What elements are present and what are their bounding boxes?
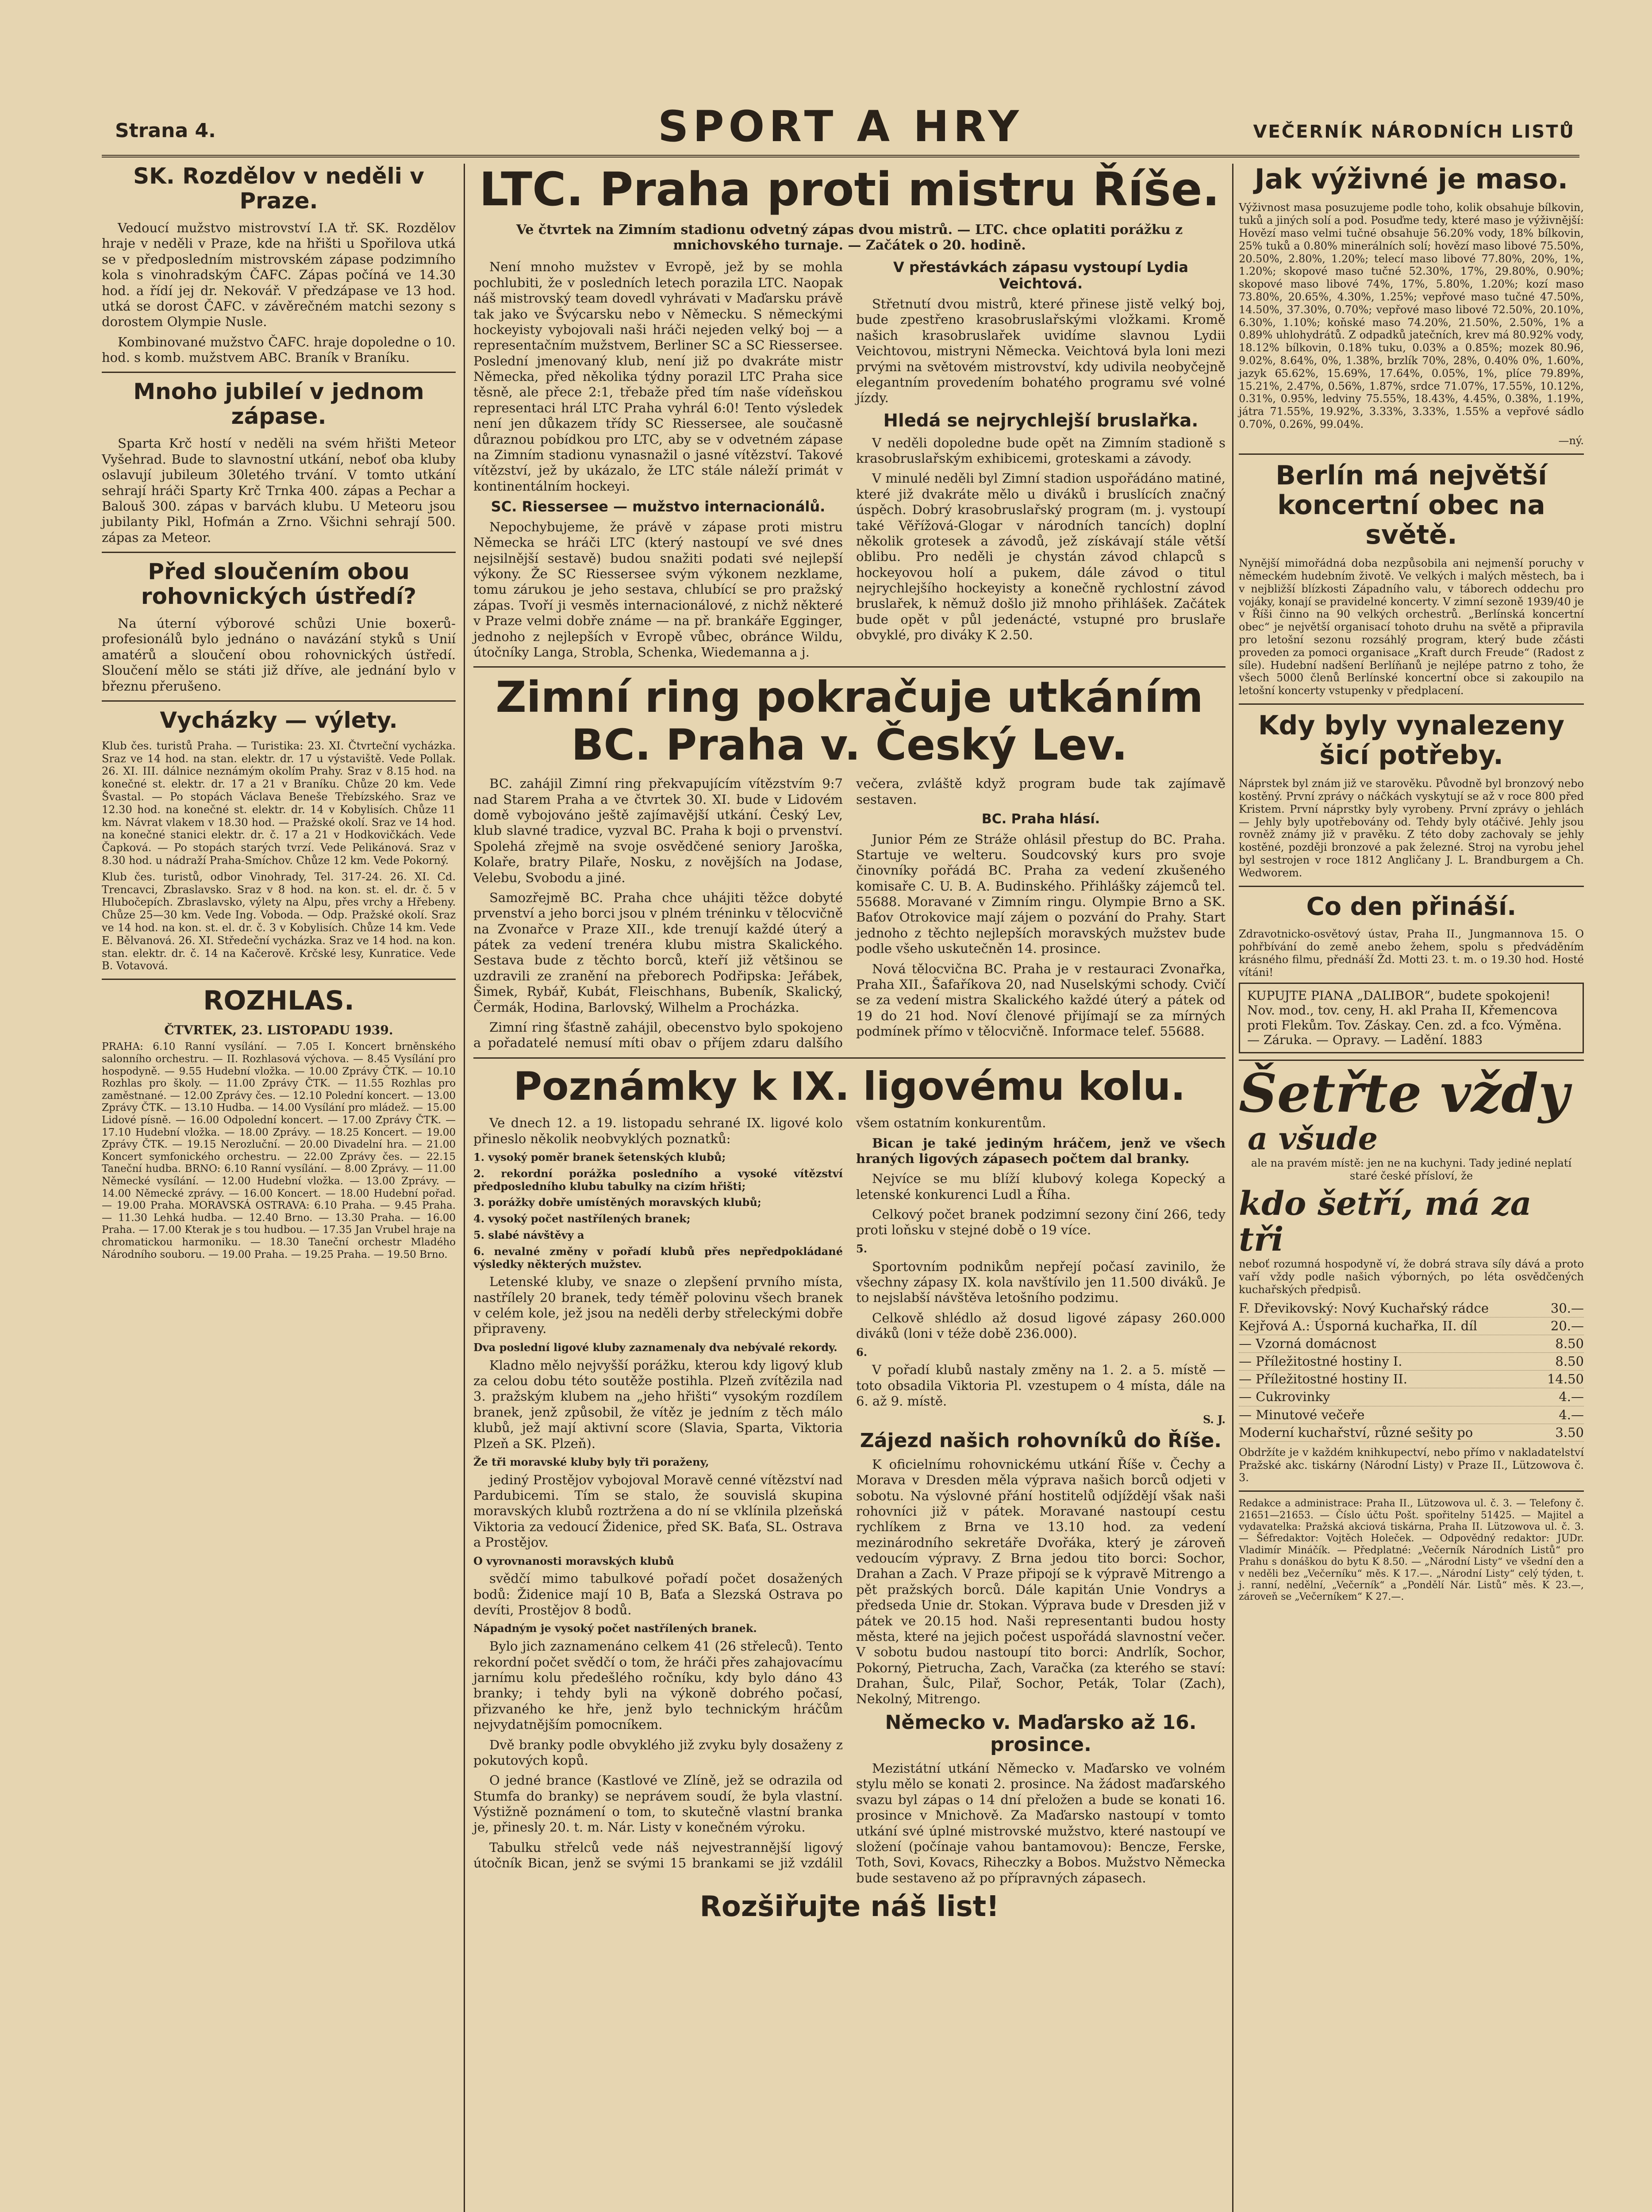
article-text: jediný Prostějov vybojoval Moravě cenné vítězství nad Pardubicemi. Tím se stalo, že souvislá skupina moravských klubů roztržena a do ní se vklínila plzeňská Viktoria za vedoucí Židenice, před SK. Baťa, SL. Ostrava a Prostějov. xyxy=(473,1472,843,1550)
article-text: Sportovním podnikům nepřejí počasí zavinilo, že všechny zápasy IX. kola navštívilo jen 11.500 diváků. Je to nejslabší návštěva letošního podzimu. xyxy=(856,1259,1226,1306)
article-text: Zimní ring šťastně zahájil, obecenstvo bylo spokojeno a pořadatelé nemusí míti obav o příjem zdaru dalšího večera, zvláště když program bude tak zajímavě sestaven. xyxy=(473,776,1226,1051)
article-text: Nejvíce se mu blíží klubový kolega Kopecký a letenské konkurenci Ludl a Říha. xyxy=(856,1171,1226,1202)
divider xyxy=(1239,1060,1584,1061)
column-center xyxy=(473,164,1226,1923)
list-item: Moderní kuchařství, různé sešity po 3.50 xyxy=(1239,1424,1584,1442)
divider xyxy=(1239,453,1584,455)
radio-date: ČTVRTEK, 23. LISTOPADU 1939. xyxy=(164,1023,393,1038)
article-text: Kladno mělo nejvyšší porážku, kterou kdy ligový klub za celou dobu této soutěže postihla. Plzeň zvítězila nad 3. pražským klubem na „jeho hřišti“ vysokým rozdílem branek, jenž způsobil, že vítěz je jedním z těch málo klubů, jež mají aktivní score (Slavia, Sparta, Viktoria Plzeň a SK. Plzeň). xyxy=(473,1357,843,1451)
article-text: Střetnutí dvou mistrů, které přinese jistě velký boj, bude zpestřeno krasobruslařskými vložkami. Kromě našich krasobruslařek uvidíme slavnou Lydii Veichtovou, mistryni Německa. Veichtová byla loni mezi prvými na světovém mistrovství, kdy udivila neobyčejně elegantním provedením bohatého programu své volné jízdy. xyxy=(856,296,1226,406)
article-text: V minulé neděli byl Zimní stadion uspořádáno matiné, které již dvakráte mělo u diváků i bruslících značný úspěch. Dobrý krasobruslařský program (m. j. vystoupí také Věřížová-Glogar v národních tancích) doplní několik grotesek a závodů, jež získávají stále větší oblibu. Pro neděli je chystán závod chlapců s hockeyovou holí a pukem, dále závod o titul nejrychlejšího hockeyisty a konečně rychlostní závod bruslařek, k němuž došlo již mnoho přihlášek. Začátek bude opět v půl jedenácté, vstupné pro bruslaře obvyklé, pro diváky K 2.50. xyxy=(856,471,1226,643)
list-item: — Vzorná domácnost 8.50 xyxy=(1239,1335,1584,1353)
divider xyxy=(1239,703,1584,705)
article-text: Náprstek byl znám již ve starověku. Původně byl bronzový nebo kostěný. První zprávy o náčkách vyskytují se až v roce 800 před Kristem. První náprstky byly vyrobeny. První zprávy o jehlách — Jehly byly upotřebovány od. Tehdy byly otáčivé. Jehly jsou rovněž známy již v pravěku. Z této doby zachovaly se jehly kostěné, později bronzové a pak železné. Stroj na vyrobu jehel byl sestrojen v roce 1812 Angličany J. L. Brandburgem a Ch. Wedworem. xyxy=(1239,777,1584,879)
article-text: V pořadí klubů nastaly změny na 1. 2. a 5. místě — toto obsadila Viktoria Pl. vzestupem o 4 místa, dále na 6. až 9. místě. xyxy=(856,1362,1226,1409)
ad-headline: Šetřte vždy xyxy=(1239,1062,1569,1125)
subheading: V přestávkách zápasu vystoupí Lydia Veichtová. xyxy=(893,259,1188,292)
article-text: Tabulku střelců vede náš nejvestrannější ligový útočník Bican, jenž se svými 15 brankami se již vzdálil všem ostatním konkurentům. xyxy=(473,1115,1046,1871)
divider xyxy=(102,700,456,702)
subheading: Hledá se nejrychlejší bruslařka. xyxy=(883,410,1199,431)
subheading: Zájezd našich rohovníků do Říše. xyxy=(860,1429,1222,1452)
article-text: svědčí mimo tabulkové pořadí počet dosažených bodů: Židenice mají 10 B, Baťa a Slezská Ostrava po devíti, Prostějov 8 bodů. xyxy=(473,1571,843,1618)
article-text: Výživnost masa posuzujeme podle toho, kolik obsahuje bílkovin, tuků a jiných solí a pod. Posuďme tedy, které maso je výživnější: Hovězí maso velmi tučné obsahuje 56.20% vody, 18% bílkovin, 25% tuků a 0.80% minerálních solí; hovězí maso libové 75.50%, 20.50%, 2.80%, 1.20%; telecí maso libové 77.80%, 20%, 1%, 1.20%; skopové maso tučné 52.30%, 17%, 29.80%, 0.90%; skopové maso libové 74%, 17%, 5.80%, 1.20%; kozí maso 73.80%, 20.65%, 4.30%, 1.25%; vepřové maso tučné 47.50%, 14.50%, 37.30%, 0.70%; vepřové maso libové 72.50%, 20.10%, 6.30%, 1.10%; koňské maso 74.20%, 21.50%, 2.50%, 1% a 0.89% uhlohydrátů. Z odpadků jatečních, krev má 80.92% vody, 18.12% bílkovin, 0.18% tuku, 0.03% a 0.85%; mozek 80.96, 9.02%, 8.64%, 0%, 1.38%, brzlík 70%, 28%, 0.40% 0%, 1.60%, jazyk 65.62%, 15.69%, 17.64%, 0.05%, 1%, plíce 79.89%, 15.21%, 2.47%, 0.56%, 1.87%, srdce 71.07%, 17.55%, 10.12%, 0.31%, 0.95%, ledviny 75.55%, 18.43%, 4.45%, 0.38%, 1.19%, játra 71.55%, 19.92%, 3.33%, 3.33%, 1.55% a vepřové sádlo 0.70%, 0.26%, 99.04%. xyxy=(1239,201,1584,430)
subheading: Nápadným je vysoký počet nastřílených branek. xyxy=(473,1622,757,1635)
headline: Před sloučením obou rohovnických ústředí? xyxy=(141,559,417,609)
article-text: Nepochybujeme, že právě v zápase proti mistru Německa se hráči LTC (který nastoupí ve své dnes nejsilnější sestavě) budou snažiti podati své nejlepší výkony. Že SC Riessersee svým výkonem nezklame, tomu zárukou je jeho sestava, chlubící se pro pražský zápas. Tvoří ji vesměs internacionálové, z nichž některé v Praze velmi dobře známe — na př. brankáře Egginger, jednoho z nejlepších v Evropě vůbec, obránce Wildu, útočníky Langa, Strobla, Schenka, Wiedemanna a j. xyxy=(473,519,843,660)
signature: —ný. xyxy=(1558,434,1584,447)
list-item: 3. porážky dobře umístěných moravských klubů; xyxy=(473,1196,761,1209)
column-left xyxy=(102,164,456,1264)
list-item: — Příležitostné hostiny I. 8.50 xyxy=(1239,1353,1584,1371)
column-rule xyxy=(464,164,465,2212)
article-body xyxy=(473,1115,1226,1886)
subheading: Že tři moravské kluby byly tři poraženy, xyxy=(473,1455,709,1468)
page-number: Strana 4. xyxy=(115,119,216,142)
list-item: — Příležitostné hostiny II. 14.50 xyxy=(1239,1371,1584,1388)
subheading: BC. Praha hlásí. xyxy=(981,811,1100,827)
article-text: Zdravotnicko-osvětový ústav, Praha II., Jungmannova 15. O pohřbívání do země anebo žehem, spolu s předváděním krásného filmu, přednáší Žd. Motti 23. t. m. o 19.30 hod. Hosté vítáni! xyxy=(1239,928,1584,979)
article-text: BC. zahájil Zimní ring překvapujícím vítězstvím 9:7 nad Starem Praha a ve čtvrtek 30. XI. bude v Lidovém domě vybojováno ještě zajímavější utkání. Český Lev, klub slavné tradice, vyzval BC. Praha k boji o prvenství. Spolehá zřejmě na svoje osvědčené seniory Jaroška, Kolaře, bratry Pilaře, Nosku, z novějších na Jodase, Velebu, Svobodu a jiné. xyxy=(473,776,843,885)
article-text: Ve dnech 12. a 19. listopadu sehrané IX. ligové kolo přineslo několik neobvyklých poznatků: xyxy=(473,1115,843,1146)
list-item: Kejřová A.: Úsporná kuchařka, II. díl 20.— xyxy=(1239,1317,1584,1335)
divider xyxy=(1239,1490,1584,1492)
promo-banner: Rozšiřujte náš list! xyxy=(699,1890,999,1924)
headline: Poznámky k IX. ligovému kolu. xyxy=(513,1063,1186,1109)
divider xyxy=(102,552,456,553)
ad-subheadline: a všude xyxy=(1248,1120,1378,1157)
headline: Jak výživné je maso. xyxy=(1254,163,1568,195)
ad-text: neboť rozumná hospodyně ví, že dobrá strava síly dává a proto vaří vždy podle našich výborných, po léta osvědčených kuchařských předpisů. xyxy=(1239,1258,1584,1296)
article-text: Nová tělocvična BC. Praha je v restauraci Zvonařka, Praha XII., Šafaříkova 20, nad Nuselskými schody. Cvičí se za vedení mistra Skalického každé úterý a pátek od 19 do 21 hod. Noví členové přijímají se za mírných podmínek přímo v tělocvičně. Informace telef. 55688. xyxy=(856,961,1226,1039)
headline: Vycházky — výlety. xyxy=(160,707,398,733)
article-text: Letenské kluby, ve snaze o zlepšení prvního místa, nastřílely 20 branek, tedy téměř polovinu všech branek v celém kole, jež jsou na neděli derby střeleckými dobře připraveny. xyxy=(473,1274,843,1336)
article-text: O jedné brance (Kastlové ve Zlíně, jež se odrazila od Stumfa do branky) se neprávem soudí, že byla vlastní. Výstižně poznámení o tom, to skutečně vlastní branka je, přinesly 20. t. m. Nár. Listy v konečném výroku. xyxy=(473,1773,843,1835)
divider xyxy=(1239,886,1584,887)
list-item: 4. vysoký počet nastřílených branek; xyxy=(473,1212,691,1225)
article-text: Není mnoho mužstev v Evropě, jež by se mohla pochlubiti, že v posledních letech porazila LTC. Naopak náš mistrovský team dovedl vyhrávati v Maďarsku právě tak jako ve Švýcarsku nebo v Německu. S německými hockeyisty vybojovali naši hráči nejeden velký boj — a representačním mužstvem, Berliner SC a SC Riessersee. Poslední jmenovaný klub, není již po dvakráte mistr Německa, před několika týdny porazil LTC Praha sice těsně, ale přece 2:1, třebaže před tím naše vídeňskou representaci hrál LTC Praha vyhrál 6:0! Tento výsledek není jen důkazem třídy SC Riessersee, ale současně důraznou pobídkou pro LTC, aby se v odvetném zápase na Zimním stadionu vynasnažil o jasné vítězství. Takové vítězství, jež by ukázalo, že LTC stále náleží primát v kontinentálním hockeyi. xyxy=(473,259,843,494)
section-title: SPORT A HRY xyxy=(658,102,1023,151)
column-rule xyxy=(1232,164,1233,2212)
section-number: 5. xyxy=(856,1242,868,1255)
list-item: 1. vysoký poměr branek šetenských klubů; xyxy=(473,1150,726,1164)
subheading: Německo v. Maďarsko až 16. prosince. xyxy=(885,1711,1197,1756)
headline: Co den přináší. xyxy=(1306,892,1517,921)
headline: Berlín má největší koncertní obec na světě. xyxy=(1275,460,1547,550)
headline: LTC. Praha proti mistru Říše. xyxy=(479,162,1220,216)
ad-headline: kdo šetří, má za tři xyxy=(1239,1184,1532,1259)
divider xyxy=(102,979,456,980)
list-item: — Cukrovinky 4.— xyxy=(1239,1388,1584,1406)
headline: Zimní ring pokračuje utkáním BC. Praha v. Český Lev. xyxy=(496,672,1203,770)
article-text: Bylo jich zaznamenáno celkem 41 (26 střeleců). Tento rekordní počet svědčí o tom, že hráči přes zahajovacímu jarnímu kolu předešlého ročníku, kdy bylo dáno 43 branky; i tehdy byli na výkoně dobrého počasí, přizvaného ke hře, jenž bylo technickým hráčům nejvydatnějším pomocníkem. xyxy=(473,1639,843,1732)
masthead xyxy=(102,102,1579,157)
article-text: Mezistátní utkání Německo v. Maďarsko ve volném stylu mělo se konati 2. prosince. Na žádost maďarského svazu byl zápas o 14 dní přeložen a bude se konati 16. prosince v Mnichově. Za Maďarsko nastoupí v tomto utkání své úplné mistrovské mužstvo, které nastoupí ve složení (počínaje vahou bantamovou): Bencze, Ferske, Toth, Sovi, Kovacs, Riheczky a Bobos. Mužstvo Německa bude sestaveno až po přípravných zápasech. xyxy=(856,1761,1226,1886)
imprint: Redakce a administrace: Praha II., Lützowova ul. č. 3. — Telefony č. 21651—21653. — Číslo účtu Pošt. spořitelny 51425. — Majitel a vydavatelka: Pražská akciová tiskárna, Praha II. Lützowova ul. č. 3. — Šéfredaktor: Vojtěch Holeček. — Odpovědný redaktor: JUDr. Vladimír Mináčík. — Předplatné: „Večerník Národních Listů“ pro Prahu s donáškou do bytu K 8.50. — „Národní Listy“ ve všední den a v neděli bez „Večerníku“ měs. K 17.—. „Národní Listy“ celý týden, t. j. ranní, nedělní, „Večerník“ a „Pondělí Nár. Listů“ měs. K 23.—, zároveň se „Večerníkem“ K 27.—. xyxy=(1239,1498,1584,1603)
list-item: 5. slabé návštěvy a xyxy=(473,1228,584,1241)
article-text: V neděli dopoledne bude opět na Zimním stadioně s krasobruslařským exhibicemi, groteskami a závody. xyxy=(856,435,1226,466)
column-right xyxy=(1239,164,1584,1607)
piano-ad: KUPUJTE PIANA „DALIBOR“, budete spokojeni! Nov. mod., tov. ceny, H. akl Praha II, Křemencova proti Flekům. Tov. Záskay. Cen. zd. a fco. Výměna. — Záruka. — Opravy. — Ladění. 1883 xyxy=(1239,983,1584,1053)
ad-text: Obdržíte je v každém knihkupectví, nebo přímo v nakladatelství Pražské akc. tiskárny (Národní Listy) v Praze II., Lützowova č. 3. xyxy=(1239,1446,1584,1484)
article-text: Dvě branky podle obvyklého již zvyku byly dosaženy z pokutových kopů. xyxy=(473,1737,843,1768)
article-text: Junior Pém ze Stráže ohlásil přestup do BC. Praha. Startuje ve welteru. Soudcovský kurs pro svoje činovníky pořádá BC. Praha za vedení zkušeného komisaře C. U. B. A. Budinského. Přihlášky zájemců tel. 55688. Moravané v Zimním ringu. Olympie Brno a SK. Baťov Otrokovice mají zájem o pozvání do Prahy. Start jednoho z těchto nejlepších moravských mužstev bude podle všeho uskutečněn 14. prosince. xyxy=(856,831,1226,956)
book-list xyxy=(1239,1300,1584,1442)
divider xyxy=(473,1057,1226,1059)
headline: SK. Rozdělov v neděli v Praze. xyxy=(133,163,424,214)
article-text: Na úterní výborové schůzi Unie boxerů-profesionálů bylo jednáno o navázání styků s Unií amatérů a sloučení obou rohovnických ústředí. Sloučení mělo se státi již dříve, ale jednání bylo v březnu přerušeno. xyxy=(102,616,456,694)
list-item: 6. nevalné změny v pořadí klubů přes nepředpokládané výsledky některých mužstev. xyxy=(473,1244,843,1271)
subheading: Dva poslední ligové kluby zaznamenaly dva nebývalé rekordy. xyxy=(473,1340,838,1354)
divider xyxy=(473,666,1226,668)
article-text: Klub čes. turistů, odbor Vinohrady, Tel. 317-24. 26. XI. Cd. Trencavci, Zbraslavsko. Sraz v 8 hod. na kon. st. el. dr. č. 5 v Hlubočepích. Zbraslavsko, výlety na Alpu, přes vrchy a Hřebeny. Chůze 25—30 km. Vede Ing. Voboda. — Odp. Pražské okolí. Sraz ve 14 hod. na kon. st. el. dr. č. 3 v Kobylisích. Chůze 14 km. Vede E. Bělvanová. 26. XI. Středeční vycházka. Sraz ve 14 hod. na kon. stan. elektr. dr. č. 14 na Kačerově. Krčské lesy, Kunratice. Vede B. Votavová. xyxy=(102,870,456,972)
article-text: Samozřejmě BC. Praha chce uhájiti těžce dobyté prvenství a jeho borci jsou v plném tréninku v tělocvičně na Zvonařce v Praze XII., kde trenují každé úterý a pátek za vedení trenéra klubu mistra Skalického. Sestava bude z těchto borců, kteří již většinou se uzdravili ze zranění na přeborech Podřipska: Jeřábek, Šimek, Rybář, Kubát, Fleischhans, Bubeník, Skalický, Čermák, Hodina, Barlovský, Wilhelm a Procházka. xyxy=(473,890,843,1015)
article-body xyxy=(473,259,1226,660)
ad-text: ale na pravém místě: jen ne na kuchyni. Tady jediné neplatí staré české přísloví, že xyxy=(1251,1156,1572,1182)
list-item: — Minutové večeře 4.— xyxy=(1239,1406,1584,1424)
article-body xyxy=(473,776,1226,1051)
list-item: F. Dřevikovský: Nový Kuchařský rádce 30.— xyxy=(1239,1300,1584,1317)
subheading: O vyrovnanosti moravských klubů xyxy=(473,1554,674,1567)
article-text: Celkový počet branek podzimní sezony činí 266, tedy proti loňsku v stejné době o 19 více. xyxy=(856,1207,1226,1238)
paper-name: VEČERNÍK NÁRODNÍCH LISTŮ xyxy=(1253,122,1575,142)
article-text: Vedoucí mužstvo mistrovství I.A tř. SK. Rozdělov hraje v neděli v Praze, kde na hřišti u Spořilova utká se v předposledním mistrovském zápase podzimního kola s vinohradským ČAFC. Zápas počíná ve 14.30 hod. a řídí jej dr. Nekovář. V předzápase ve 13 hod. utká se dorost ČAFC. v závěrečném matchi sezony s dorostem Olympie Nusle. xyxy=(102,220,456,330)
article-text: Sparta Krč hostí v neděli na svém hřišti Meteor Vyšehrad. Bude to slavnostní utkání, neboť oba kluby oslavují jubileum 30letého trvání. V tomto utkání sehrají hráči Sparty Krč Trnka 400. zápas a Pechar a Balouš 300. zápas v barvách klubu. U Meteoru jsou jubilanty Pikl, Hofmán a Zrno. Všichni sehrají 500. zápas za Meteor. xyxy=(102,436,456,545)
deck: Ve čtvrtek na Zimním stadionu odvetný zápas dvou mistrů. — LTC. chce oplatiti porážku z mnichovského turnaje. — Začátek o 20. hodině. xyxy=(516,222,1183,253)
headline: Kdy byly vynalezeny šicí potřeby. xyxy=(1258,710,1565,771)
article-text: Bican je také jediným hráčem, jenž ve všech hraných ligových zápasech počtem dal branky. xyxy=(856,1135,1226,1166)
article-text: Kombinované mužstvo ČAFC. hraje dopoledne o 10. hod. s komb. mužstvem ABC. Braník v Braníku. xyxy=(102,334,456,365)
signature: S. J. xyxy=(1203,1413,1226,1426)
article-text: Celkově shlédlo až dosud ligové zápasy 260.000 diváků (loni v téže době 236.000). xyxy=(856,1310,1226,1341)
radio-program: PRAHA: 6.10 Ranní vysílání. — 7.05 I. Koncert brněnského salonního orchestru. — II. Rozhlasová výchova. — 8.45 Vysílání pro hospodyně. — 9.55 Hudební vložka. — 10.00 Zprávy ČTK. — 10.10 Rozhlas pro školy. — 11.00 Zprávy ČTK. — 11.55 Rozhlas pro zaměstnané. — 12.00 Zprávy čes. — 12.10 Polední koncert. — 13.00 Zprávy ČTK. — 13.10 Hudba. — 14.00 Vysílání pro mládež. — 15.00 Lidové písně. — 16.00 Odpolední koncert. — 17.00 Zprávy ČTK. — 17.10 Hudební vložka. — 18.00 Zprávy. — 18.25 Koncert. — 19.00 Zprávy ČTK. — 19.15 Nerozluční. — 20.00 Divadelní hra. — 21.00 Koncert symfonického orchestru. — 22.00 Zprávy čes. — 22.15 Taneční hudba. BRNO: 6.10 Ranní vysílání. — 8.00 Zprávy. — 11.00 Německé vysílání. — 12.00 Hudební vložka. — 13.00 Zprávy. — 14.00 Německé zprávy. — 16.00 Koncert. — 18.00 Hudební pořad. — 19.00 Praha. MORAVSKÁ OSTRAVA: 6.10 Praha. — 9.45 Praha. — 11.30 Lehká hudba. — 12.40 Brno. — 13.30 Praha. — 16.00 Praha. — 17.00 Kterak je s tou hudbou. — 17.35 Jan Vrubel hraje na chromatickou harmoniku. — 18.30 Taneční orchestr Mladého Národního souboru. — 19.00 Praha. — 19.25 Praha. — 19.50 Brno. xyxy=(102,1041,456,1260)
article-text: Klub čes. turistů Praha. — Turistika: 23. XI. Čtvrteční vycházka. Sraz ve 14 hod. na stan. elektr. dr. 17 u výstaviště. Vede Pollak. 26. XI. III. dálnice neznámým okolím Prahy. Sraz v 8.15 hod. na konečné st. elektr. dr. 17 a 21 v Braníku. Chůze 20 km. Vede Švastal. — Po stopách Václava Beneše Třebízského. Sraz ve 12.30 hod. na konečné st. elektr. dr. 14 v Kobylisích. Chůze 11 km. Návrat vlakem v 18.30 hod. — Pražské okolí. Sraz ve 14 hod. na konečné stanici elektr. dr. č. 17 a 21 v Hodkovičkách. Vede Čapková. — Po stopách starých tvrzí. Vede Pelikánová. Sraz v 8.30 hod. u nádraží Praha-Smíchov. Chůze 12 km. Vede Pokorný. xyxy=(102,739,456,867)
article-text: Nynější mimořádná doba nezpůsobila ani nejmenší poruchy v německém hudebním životě. Ve velkých i malých městech, ba i v nejbližší blízkosti Západního valu, v táborech oddechu pro vojáky, konají se pravidelné koncerty. V zimní sezoně 1939/40 je v Říši činno na 90 velkých orchestrů. „Berlínská koncertní obec“ je největší organisací tohoto druhu na světě a připravila pro letošní sezonu rozsáhlý program, který bude zčásti proveden za pomoci organisace „Kraft durch Freude“ (Radost z síle). Hudební nadšení Berlíňanů je nejlépe patrno z toho, že všech 5000 členů Berlínské koncertní obce si zakoupilo na letošní koncerty vstupenky v předplacení. xyxy=(1239,557,1584,697)
list-item: 2. rekordní porážka posledního a vysoké vítězství předposledního klubu tabulky na cizím hřišti; xyxy=(473,1167,843,1193)
subheading: SC. Riessersee — mužstvo internacionálů. xyxy=(491,498,826,515)
divider xyxy=(102,372,456,373)
article-text: K oficielnímu rohovnickému utkání Říše v. Čechy a Morava v Dresden měla výprava našich borců odjeti v sobotu. Na výslovné přání hostitelů odjíždějí však naši rohovníci již v pátek. Moravané nastoupí cestu rychlíkem z Brna ve 13.10 hod. za vedení mezinárodního sekretáře Dvořáka, který je zároveň vedoucím výpravy. Z Brna jedou tito borci: Sochor, Drahan a Zach. V Praze připojí se k výpravě Mitrengo a pět pražských borců. Dále kapitán Unie Vondrys a předseda Unie dr. Stokan. Výprava bude v Dresden již v pátek ve 20.15 hod. Naši representanti budou hosty města, které na jejich počest uspořádá slavnostní večer. V sobotu budou nastoupí tito borci: Andrlík, Sochor, Pokorný, Pietrucha, Zach, Varačka (za kterého se staví: Drahan, Šulc, Pilař, Sochor, Peták, Tolar (Zach), Nekolný, Mitrengo. xyxy=(856,1456,1226,1707)
section-number: 6. xyxy=(856,1345,868,1359)
headline: ROZHLAS. xyxy=(203,985,354,1017)
headline: Mnoho jubileí v jednom zápase. xyxy=(133,379,424,430)
